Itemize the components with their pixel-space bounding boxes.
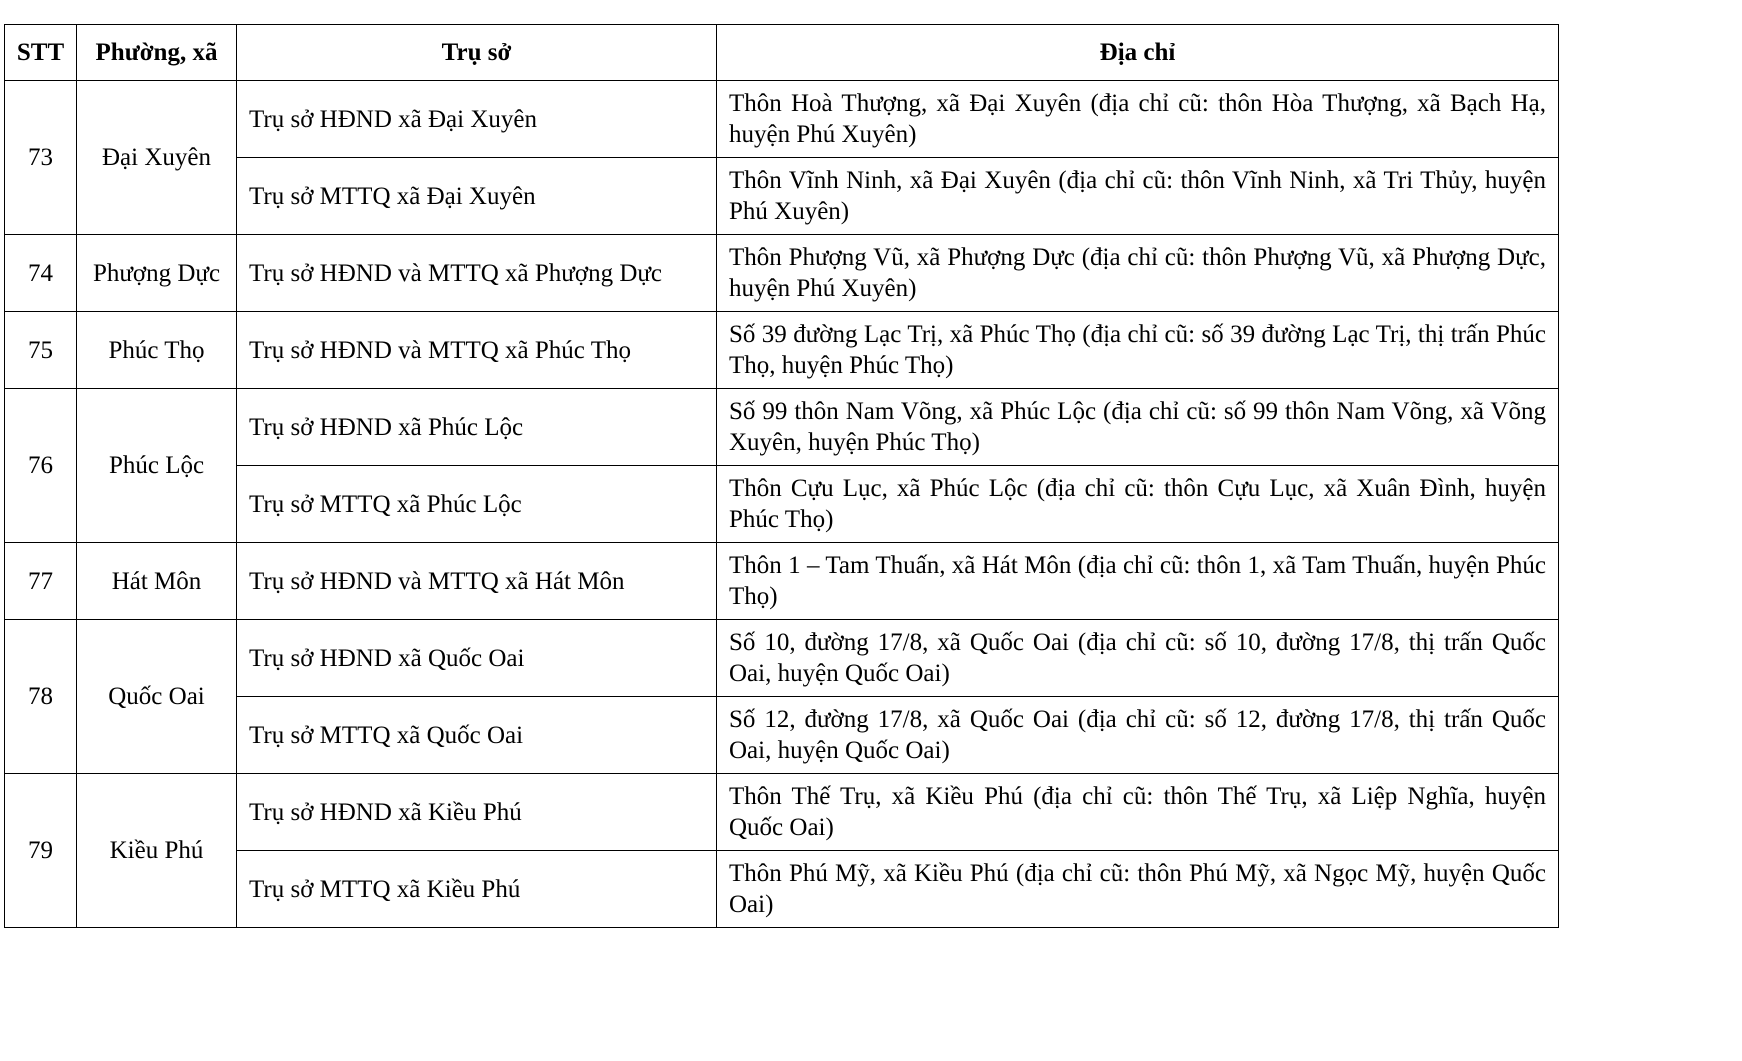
table-row: [5, 235, 1559, 312]
ward-cell: Đại Xuyên: [77, 81, 237, 235]
stt-cell: 78: [5, 620, 77, 774]
office-cell: Trụ sở HĐND xã Phúc Lộc: [237, 389, 717, 466]
header-stt: STT: [5, 25, 77, 81]
office-cell: Trụ sở HĐND và MTTQ xã Hát Môn: [237, 543, 717, 620]
table-row: [5, 312, 1559, 389]
office-cell: Trụ sở HĐND xã Kiều Phú: [237, 774, 717, 851]
address-cell: Thôn Cựu Lục, xã Phúc Lộc (địa chỉ cũ: thôn Cựu Lục, xã Xuân Đình, huyện Phúc Thọ): [717, 466, 1559, 543]
stt-cell: 73: [5, 81, 77, 235]
address-cell: Thôn Phượng Vũ, xã Phượng Dực (địa chỉ cũ: thôn Phượng Vũ, xã Phượng Dực, huyện Phú Xuyên): [717, 235, 1559, 312]
table-row: [5, 543, 1559, 620]
ward-cell: Phúc Thọ: [77, 312, 237, 389]
address-cell: Số 39 đường Lạc Trị, xã Phúc Thọ (địa chỉ cũ: số 39 đường Lạc Trị, thị trấn Phúc Thọ, huyện Phúc Thọ): [717, 312, 1559, 389]
office-cell: Trụ sở HĐND xã Quốc Oai: [237, 620, 717, 697]
table-row: [5, 81, 1559, 158]
office-address-table: [4, 24, 1559, 928]
stt-cell: 74: [5, 235, 77, 312]
office-cell: Trụ sở MTTQ xã Kiều Phú: [237, 851, 717, 928]
office-cell: Trụ sở HĐND và MTTQ xã Phượng Dực: [237, 235, 717, 312]
ward-cell: Hát Môn: [77, 543, 237, 620]
table-header-row: [5, 25, 1559, 81]
ward-cell: Kiều Phú: [77, 774, 237, 928]
address-cell: Số 12, đường 17/8, xã Quốc Oai (địa chỉ cũ: số 12, đường 17/8, thị trấn Quốc Oai, huyện Quốc Oai): [717, 697, 1559, 774]
header-office: Trụ sở: [237, 25, 717, 81]
office-cell: Trụ sở MTTQ xã Phúc Lộc: [237, 466, 717, 543]
ward-cell: Quốc Oai: [77, 620, 237, 774]
office-cell: Trụ sở HĐND và MTTQ xã Phúc Thọ: [237, 312, 717, 389]
table-row: [5, 389, 1559, 466]
header-ward: Phường, xã: [77, 25, 237, 81]
address-cell: Số 10, đường 17/8, xã Quốc Oai (địa chỉ cũ: số 10, đường 17/8, thị trấn Quốc Oai, huyện Quốc Oai): [717, 620, 1559, 697]
address-cell: Thôn Hoà Thượng, xã Đại Xuyên (địa chỉ cũ: thôn Hòa Thượng, xã Bạch Hạ, huyện Phú Xuyên): [717, 81, 1559, 158]
table-row: [5, 158, 1559, 235]
office-cell: Trụ sở MTTQ xã Đại Xuyên: [237, 158, 717, 235]
stt-cell: 76: [5, 389, 77, 543]
stt-cell: 79: [5, 774, 77, 928]
office-cell: Trụ sở HĐND xã Đại Xuyên: [237, 81, 717, 158]
table-row: [5, 466, 1559, 543]
table-row: [5, 697, 1559, 774]
stt-cell: 75: [5, 312, 77, 389]
address-cell: Thôn Vĩnh Ninh, xã Đại Xuyên (địa chỉ cũ: thôn Vĩnh Ninh, xã Tri Thủy, huyện Phú Xuyên): [717, 158, 1559, 235]
table-row: [5, 620, 1559, 697]
address-cell: Thôn Phú Mỹ, xã Kiều Phú (địa chỉ cũ: thôn Phú Mỹ, xã Ngọc Mỹ, huyện Quốc Oai): [717, 851, 1559, 928]
table-row: [5, 774, 1559, 851]
address-cell: Thôn Thế Trụ, xã Kiều Phú (địa chỉ cũ: thôn Thế Trụ, xã Liệp Nghĩa, huyện Quốc Oai): [717, 774, 1559, 851]
address-cell: Số 99 thôn Nam Võng, xã Phúc Lộc (địa chỉ cũ: số 99 thôn Nam Võng, xã Võng Xuyên, huyện Phúc Thọ): [717, 389, 1559, 466]
address-cell: Thôn 1 – Tam Thuấn, xã Hát Môn (địa chỉ cũ: thôn 1, xã Tam Thuấn, huyện Phúc Thọ): [717, 543, 1559, 620]
office-cell: Trụ sở MTTQ xã Quốc Oai: [237, 697, 717, 774]
header-address: Địa chỉ: [717, 25, 1559, 81]
table-row: [5, 851, 1559, 928]
document-table-container: [4, 24, 1559, 928]
ward-cell: Phượng Dực: [77, 235, 237, 312]
ward-cell: Phúc Lộc: [77, 389, 237, 543]
stt-cell: 77: [5, 543, 77, 620]
